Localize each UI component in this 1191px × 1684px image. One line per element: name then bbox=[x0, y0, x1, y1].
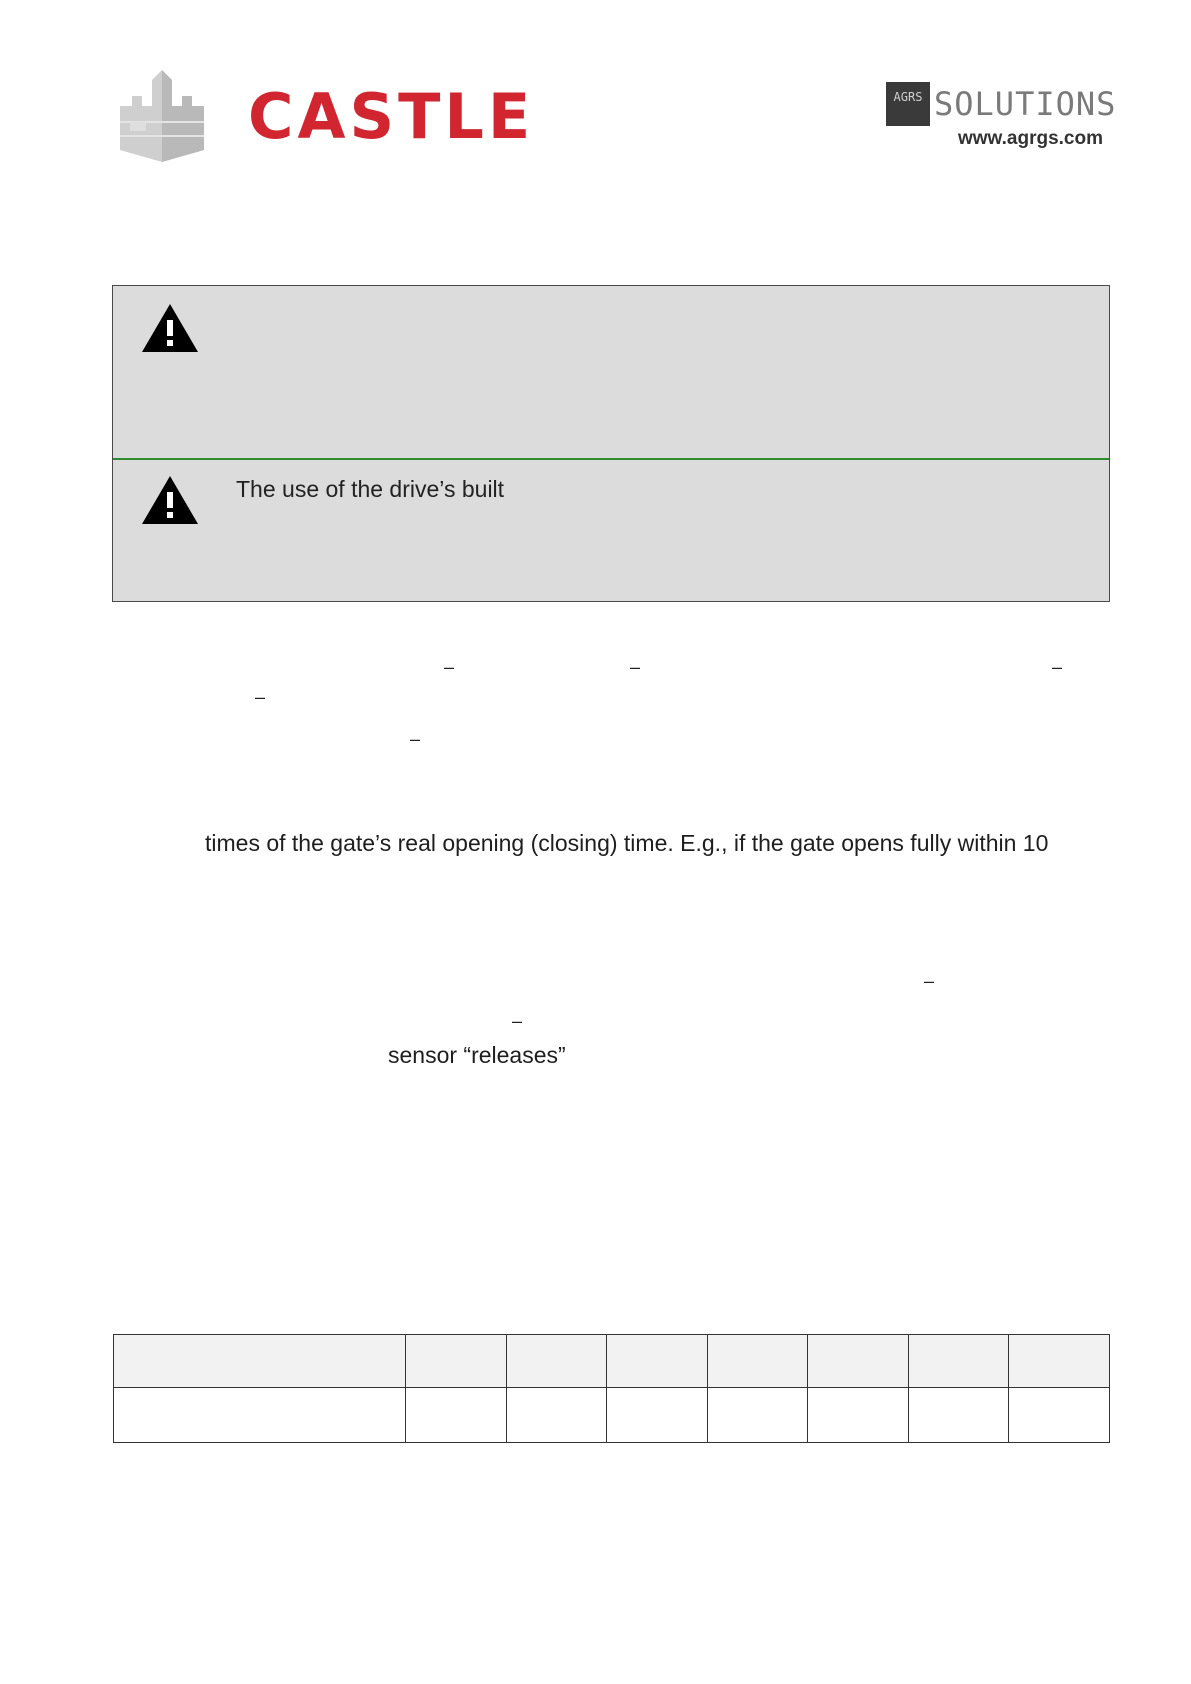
table-row bbox=[114, 1388, 1110, 1443]
sensor-paragraph-line: sensor “releases” bbox=[388, 1042, 566, 1068]
warning-divider bbox=[113, 458, 1109, 460]
table-cell bbox=[808, 1335, 909, 1388]
partner-logo-mark: AGRS bbox=[886, 82, 930, 126]
table-cell bbox=[707, 1335, 808, 1388]
brand-name: CASTLE bbox=[248, 80, 535, 153]
table-cell bbox=[506, 1388, 607, 1443]
dash: – bbox=[1052, 657, 1063, 677]
table-cell bbox=[406, 1388, 507, 1443]
table-cell bbox=[406, 1335, 507, 1388]
table-cell bbox=[908, 1335, 1009, 1388]
spec-table bbox=[113, 1334, 1110, 1443]
table-cell bbox=[908, 1388, 1009, 1443]
table-cell bbox=[1009, 1388, 1110, 1443]
table-cell bbox=[607, 1388, 708, 1443]
table-cell bbox=[114, 1335, 406, 1388]
dash: – bbox=[444, 657, 455, 677]
website-link[interactable]: www.agrgs.com bbox=[958, 128, 1103, 149]
table-cell bbox=[506, 1335, 607, 1388]
table-cell bbox=[707, 1388, 808, 1443]
table-cell bbox=[607, 1335, 708, 1388]
dash: – bbox=[630, 657, 641, 677]
warning-icon bbox=[140, 302, 200, 354]
dash: – bbox=[924, 971, 935, 991]
dash: – bbox=[410, 729, 421, 749]
dash: – bbox=[255, 687, 266, 707]
table-cell bbox=[114, 1388, 406, 1443]
warning-text: The use of the drive’s built bbox=[236, 476, 505, 502]
table-header-row bbox=[114, 1335, 1110, 1388]
dash: – bbox=[512, 1011, 523, 1031]
timing-paragraph-line: times of the gate’s real opening (closing) time. E.g., if the gate opens fully within 10 bbox=[205, 830, 1049, 856]
table-cell bbox=[1009, 1335, 1110, 1388]
partner-name: SOLUTIONS bbox=[934, 85, 1117, 123]
castle-tower-logo bbox=[112, 66, 212, 162]
warning-panel bbox=[112, 285, 1110, 602]
table-cell bbox=[808, 1388, 909, 1443]
warning-icon bbox=[140, 474, 200, 526]
